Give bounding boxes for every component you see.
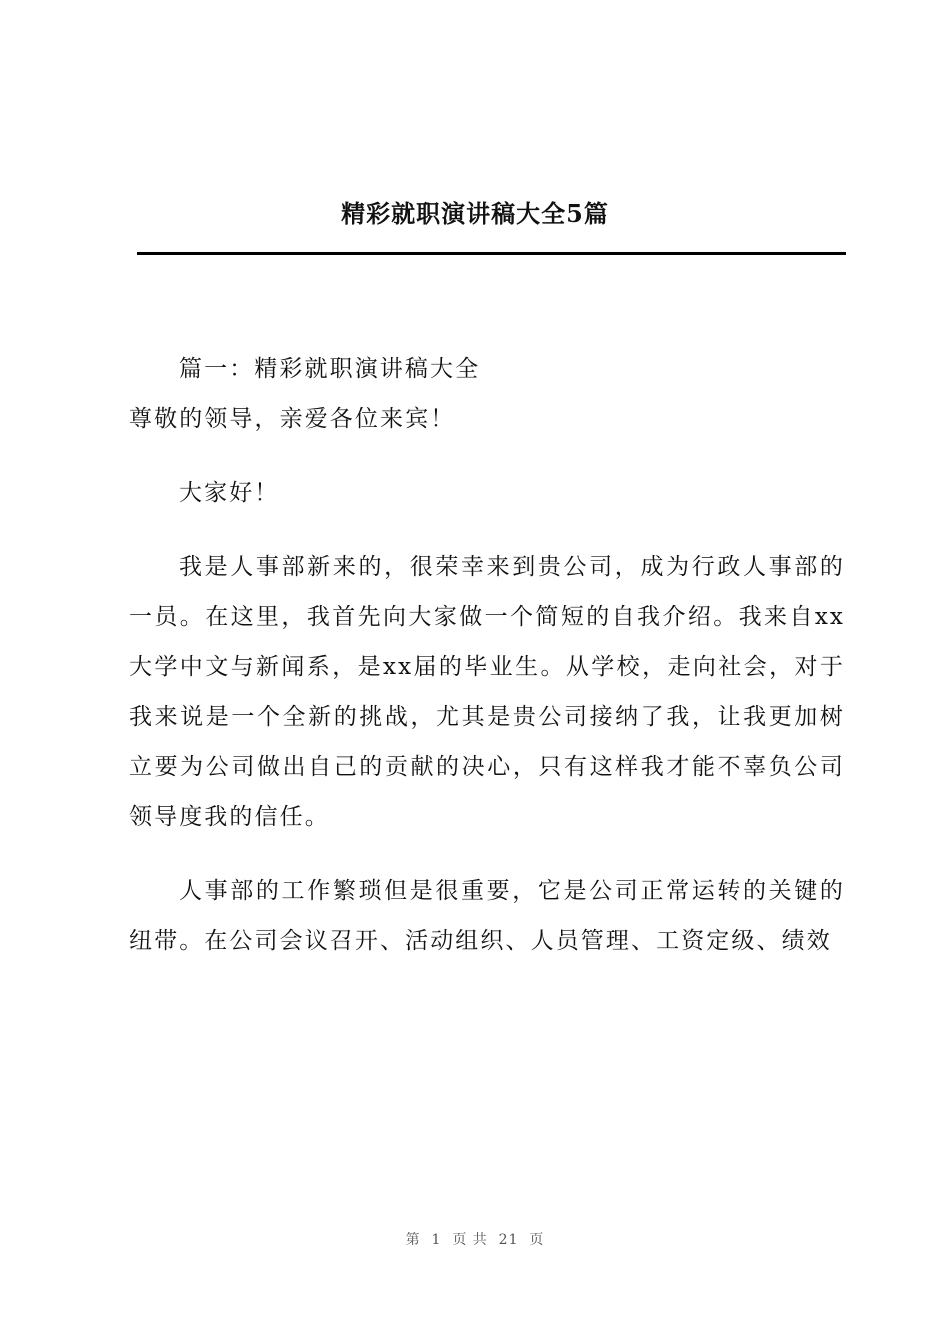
document-title: 精彩就职演讲稿大全5篇 [341, 199, 609, 228]
salutation-paragraph: 尊敬的领导，亲爱各位来宾！ [129, 406, 456, 432]
hr-work-paragraph: 人事部的工作繁琐但是很重要，它是公司正常运转的关键的纽带。在公司会议召开、活动组织、人员管理、工资定级、绩效 [129, 878, 845, 954]
self-introduction-paragraph: 我是人事部新来的，很荣幸来到贵公司，成为行政人事部的一员。在这里，我首先向大家做一个简短的自我介绍。我来自xx大学中文与新闻系，是xx届的毕业生。从学校，走向社会，对于我来说是一个全新的挑战，尤其是贵公司接纳了我，让我更加树立要为公司做出自己的贡献的决心，只有这样我才能不辜负公司领导度我的信任。 [129, 554, 845, 830]
document-body [129, 344, 845, 990]
page-number-footer: 第 1 页 共 21 页 [405, 1232, 545, 1248]
greeting-paragraph: 大家好！ [179, 480, 280, 506]
title-underline-rule [137, 252, 846, 255]
section-heading: 篇一：精彩就职演讲稿大全 [179, 356, 481, 382]
